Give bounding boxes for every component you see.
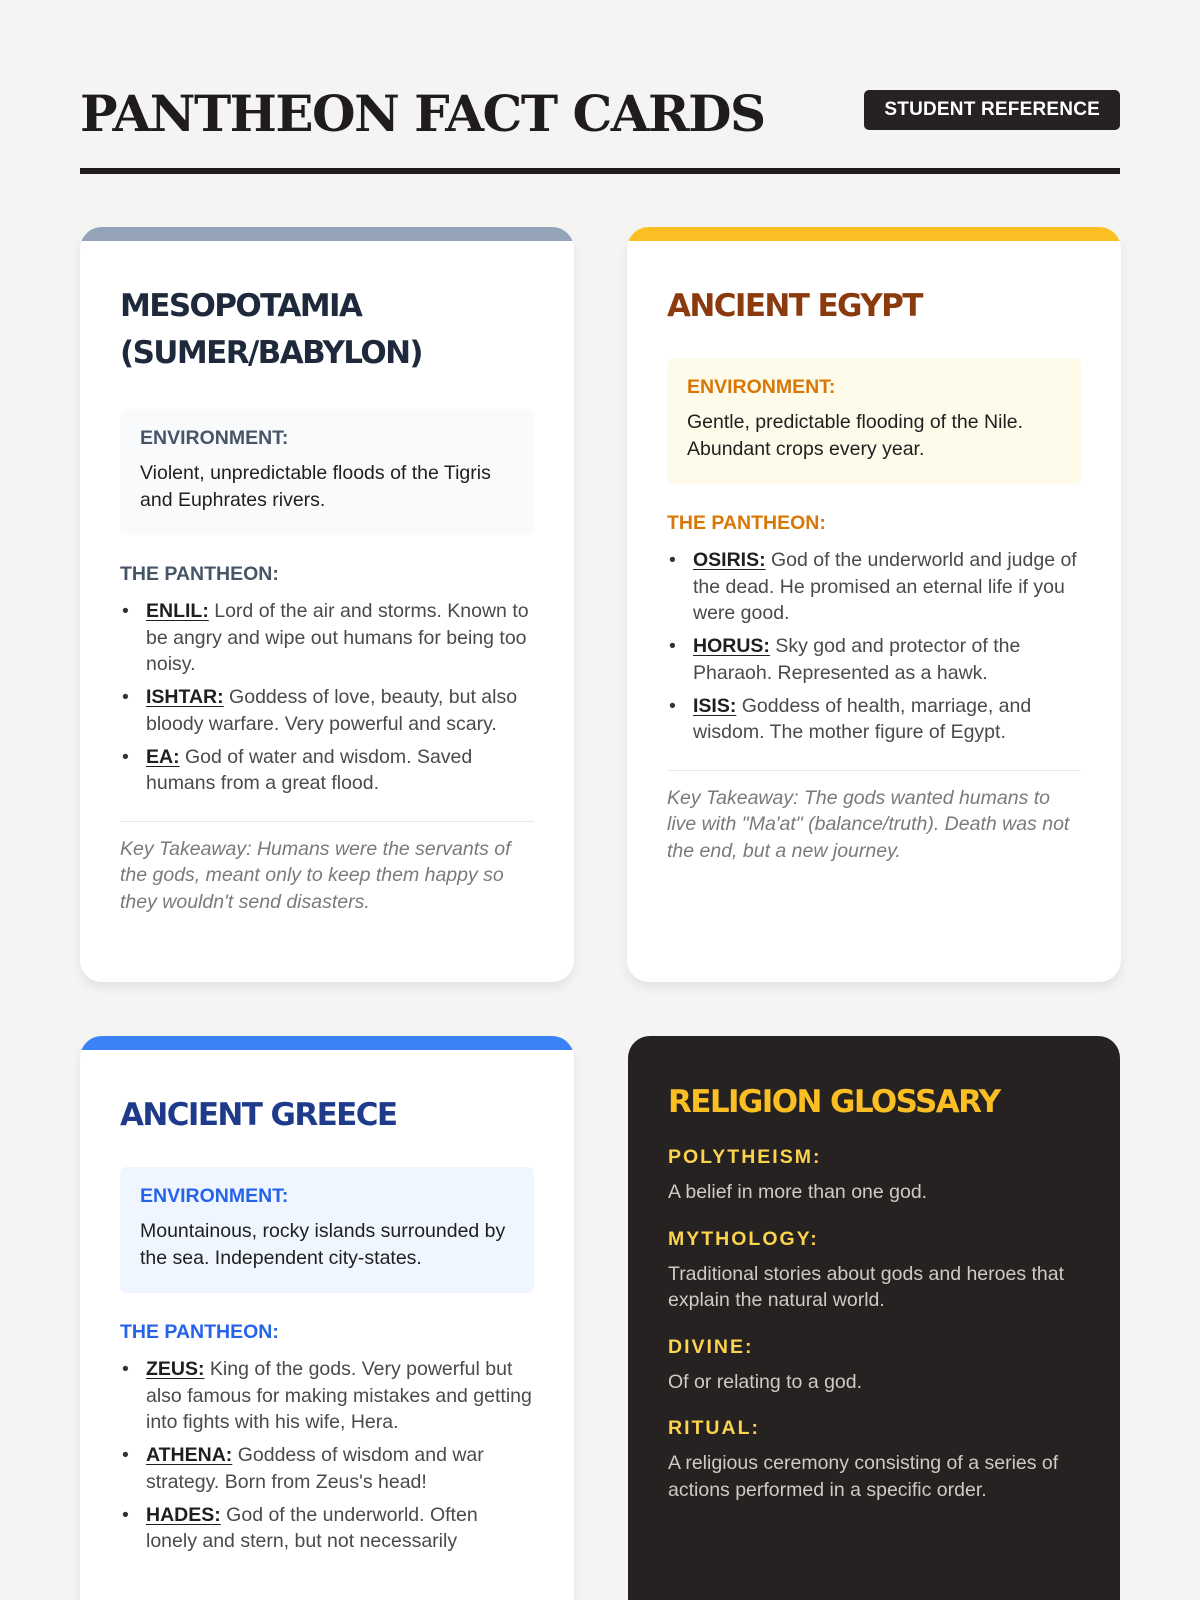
god-name: OSIRIS:	[693, 549, 766, 571]
card-egypt	[627, 227, 1121, 982]
god-name: ISIS:	[693, 694, 737, 717]
page-title: PANTHEON FACT CARDS	[80, 84, 765, 143]
list-item	[120, 684, 534, 737]
card-accent-bar	[80, 227, 574, 241]
card-accent-bar	[80, 1036, 574, 1050]
god-name: ATHENA:	[146, 1444, 233, 1466]
environment-text: Gentle, predictable flooding of the Nile. Abundant crops every year.	[687, 411, 1024, 460]
page-header	[80, 80, 1120, 174]
god-description: God of the underworld and judge of the dead. He promised an eternal life if you were good.	[693, 549, 1077, 624]
god-description: God of the underworld. Often lonely and stern, but not necessarily	[146, 1503, 478, 1552]
god-list	[120, 1356, 534, 1555]
god-list	[667, 547, 1081, 746]
key-takeaway: Key Takeaway: The gods wanted humans to live with "Ma'at" (balance/truth). Death was not the end, but a new journey.	[667, 786, 1070, 862]
pantheon-label: THE PANTHEON:	[667, 512, 826, 534]
god-description: Lord of the air and storms. Known to be angry and wipe out humans for being too noisy.	[146, 600, 529, 675]
glossary-term: POLYTHEISM:	[668, 1146, 822, 1168]
list-item	[120, 1356, 534, 1436]
list-item	[667, 693, 1081, 746]
card-mesopotamia	[80, 227, 574, 982]
god-description: God of water and wisdom. Saved humans from a great flood.	[146, 745, 473, 794]
god-description: Goddess of love, beauty, but also bloody warfare. Very powerful and scary.	[146, 686, 518, 735]
god-description: Goddess of wisdom and war strategy. Born from Zeus's head!	[146, 1444, 484, 1493]
glossary-title: RELIGION GLOSSARY	[668, 1084, 1000, 1120]
card-greece	[80, 1036, 574, 1600]
glossary-term: MYTHOLOGY:	[668, 1227, 819, 1250]
divider	[120, 821, 534, 822]
card-glossary	[628, 1036, 1120, 1600]
student-reference-badge: STUDENT REFERENCE	[864, 90, 1120, 130]
glossary-definition: Of or relating to a god.	[668, 1370, 863, 1393]
glossary-term: RITUAL:	[668, 1417, 760, 1439]
environment-text: Mountainous, rocky islands surrounded by the sea. Independent city-states.	[140, 1220, 506, 1269]
god-name: HORUS:	[693, 635, 770, 657]
environment-box	[120, 1167, 534, 1293]
glossary-definition: Traditional stories about gods and heroes that explain the natural world.	[668, 1262, 1065, 1311]
card-accent-bar	[627, 227, 1121, 241]
list-item	[120, 598, 534, 678]
god-name: EA:	[146, 745, 180, 768]
environment-box	[667, 358, 1081, 484]
card-title: ANCIENT EGYPT	[667, 288, 922, 324]
divider	[667, 770, 1081, 771]
god-description: King of the gods. Very powerful but also famous for making mistakes and getting into fights with his wife, Hera.	[146, 1358, 532, 1433]
list-item	[120, 1442, 534, 1495]
environment-label: ENVIRONMENT:	[687, 376, 836, 398]
environment-label: ENVIRONMENT:	[140, 1185, 289, 1207]
god-description: Goddess of health, marriage, and wisdom. The mother figure of Egypt.	[693, 694, 1032, 743]
environment-label: ENVIRONMENT:	[140, 427, 289, 449]
list-item	[667, 633, 1081, 686]
god-name: ISHTAR:	[146, 686, 224, 708]
god-name: HADES:	[146, 1503, 221, 1526]
pantheon-label: THE PANTHEON:	[120, 1321, 279, 1343]
environment-text: Violent, unpredictable floods of the Tigris and Euphrates rivers.	[140, 462, 491, 511]
god-description: Sky god and protector of the Pharaoh. Represented as a hawk.	[693, 635, 1021, 684]
list-item	[120, 1502, 534, 1555]
glossary-definition: A belief in more than one god.	[668, 1181, 928, 1203]
environment-box	[120, 409, 534, 535]
glossary-definition: A religious ceremony consisting of a series of actions performed in a specific order.	[668, 1452, 1059, 1501]
pantheon-label: THE PANTHEON:	[120, 563, 279, 585]
list-item	[667, 547, 1081, 627]
card-title: MESOPOTAMIA (SUMER/BABYLON)	[120, 288, 422, 371]
card-title: ANCIENT GREECE	[120, 1097, 397, 1133]
god-name: ZEUS:	[146, 1358, 205, 1380]
god-list	[120, 598, 534, 797]
key-takeaway: Key Takeaway: Humans were the servants of the gods, meant only to keep them happy so they wouldn't send disasters.	[120, 837, 511, 913]
list-item	[120, 744, 534, 797]
god-name: ENLIL:	[146, 600, 209, 622]
glossary-term: DIVINE:	[668, 1335, 754, 1358]
